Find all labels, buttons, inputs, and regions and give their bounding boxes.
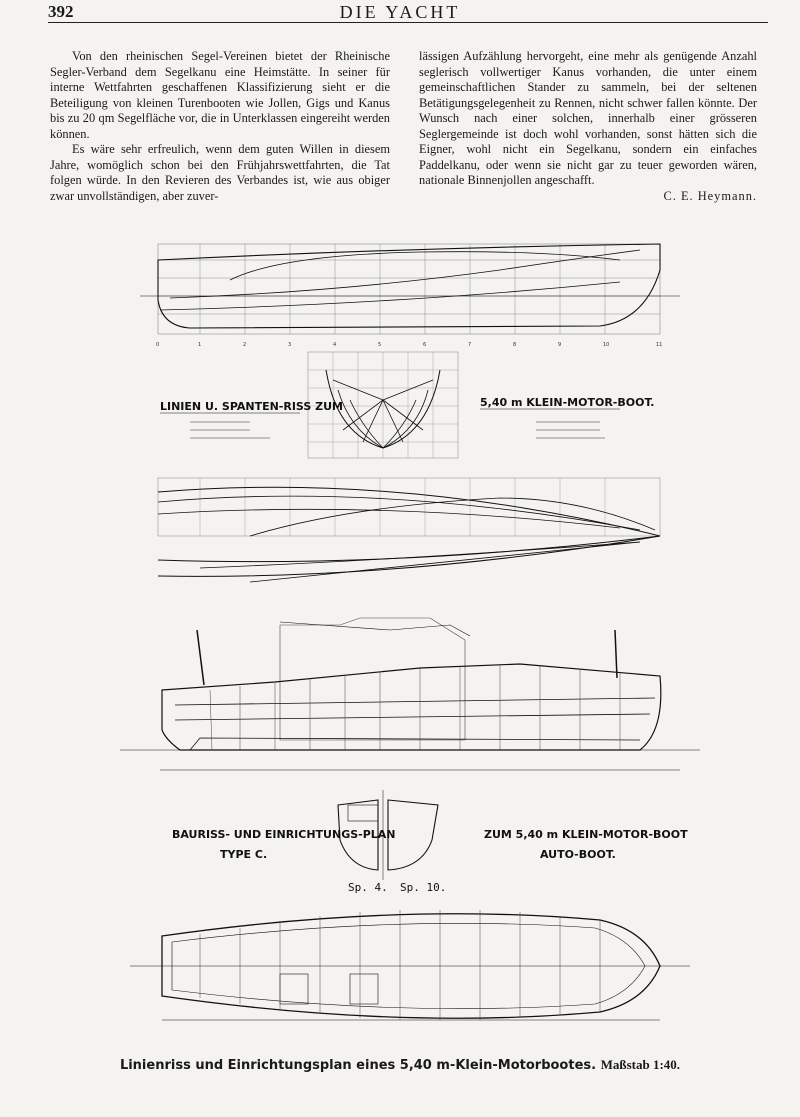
header-rule bbox=[48, 22, 768, 23]
page-number: 392 bbox=[48, 2, 74, 21]
plan-title: BAURISS- UND EINRICHTUNGS-PLAN bbox=[172, 828, 396, 841]
svg-text:5: 5 bbox=[378, 342, 382, 348]
svg-text:10: 10 bbox=[603, 342, 610, 348]
svg-text:7: 7 bbox=[468, 342, 472, 348]
plan-boat-title: ZUM 5,40 m KLEIN-MOTOR-BOOT bbox=[484, 828, 688, 841]
article-left-column bbox=[50, 49, 390, 204]
article-right-column bbox=[419, 49, 757, 204]
plan-type: TYPE C. bbox=[220, 848, 268, 861]
svg-text:8: 8 bbox=[513, 342, 517, 348]
plan-boat-type: AUTO-BOOT. bbox=[540, 848, 616, 861]
boat-title: 5,40 m KLEIN-MOTOR-BOOT. bbox=[480, 396, 655, 409]
figure-caption bbox=[0, 1057, 800, 1073]
boat-drawing bbox=[100, 230, 720, 1040]
profile-lines-view bbox=[140, 244, 680, 348]
svg-text:11: 11 bbox=[656, 342, 663, 348]
svg-text:4: 4 bbox=[333, 342, 337, 348]
svg-text:9: 9 bbox=[558, 342, 562, 348]
paragraph: lässigen Aufzählung hervorgeht, eine mehr als genügende Anzahl seglerisch vollwertiger Kanus vorhanden, die unter einem gemeinschaftlichen Stander zu sammeln, bei der seltenen Betätigungsgelegenheit zu Rennen, nicht schwer fallen könnte. Der Wunsch nach einer solchen, innerhalb einer grösseren Seglergemeinde ist doch wohl vorhanden, sonst hätten sich die Eigner, wohl nicht ein Segelkanu, sondern ein einfaches Paddelkanu, oder wenn sie nicht gar zu teuer geworden wären, nationale Binnenjollen angeschafft. bbox=[419, 49, 757, 187]
half-breadth-view bbox=[158, 478, 660, 582]
cross-section-view bbox=[338, 790, 446, 894]
svg-text:6: 6 bbox=[423, 342, 427, 348]
body-plan-view bbox=[160, 352, 654, 458]
journal-title: DIE YACHT bbox=[339, 2, 461, 22]
page-header bbox=[0, 2, 800, 24]
caption-scale: Maßstab 1:40. bbox=[600, 1057, 681, 1072]
paragraph: Von den rheinischen Segel-Vereinen bietet der Rheinische Segler-Verband dem Segelkanu eine Heimstätte. In seiner für interne Wettfahrten geschaffenen Klassifizierung sieht er die Beteiligung von kleinen Turenbooten wie Jollen, Gigs und Kanus bis zu 20 qm Segelfläche vor, die in Unterklassen eingereiht werden können. bbox=[50, 49, 390, 141]
caption-text: Linienriss und Einrichtungsplan eines 5,40 m-Klein-Motorbootes. bbox=[119, 1058, 597, 1073]
deck-plan-view bbox=[130, 910, 690, 1020]
construction-profile-view bbox=[120, 618, 700, 770]
svg-text:2: 2 bbox=[243, 342, 247, 348]
section-label-a: Sp. 4. bbox=[348, 881, 388, 894]
svg-text:1: 1 bbox=[198, 342, 202, 348]
svg-text:3: 3 bbox=[288, 342, 292, 348]
author-signature: C. E. Heymann. bbox=[663, 188, 757, 203]
svg-text:0: 0 bbox=[156, 342, 160, 348]
lines-title: LINIEN U. SPANTEN-RISS ZUM bbox=[160, 400, 343, 413]
paragraph: Es wäre sehr erfreulich, wenn dem guten Willen in diesem Jahre, womöglich schon bei den Frühjahrswettfahrten, die Tat folgen würde. In den Revieren des Verbandes ist, wie aus obiger zwar unvollständigen, aber zuver- bbox=[50, 142, 390, 203]
section-label-b: Sp. 10. bbox=[400, 881, 447, 894]
